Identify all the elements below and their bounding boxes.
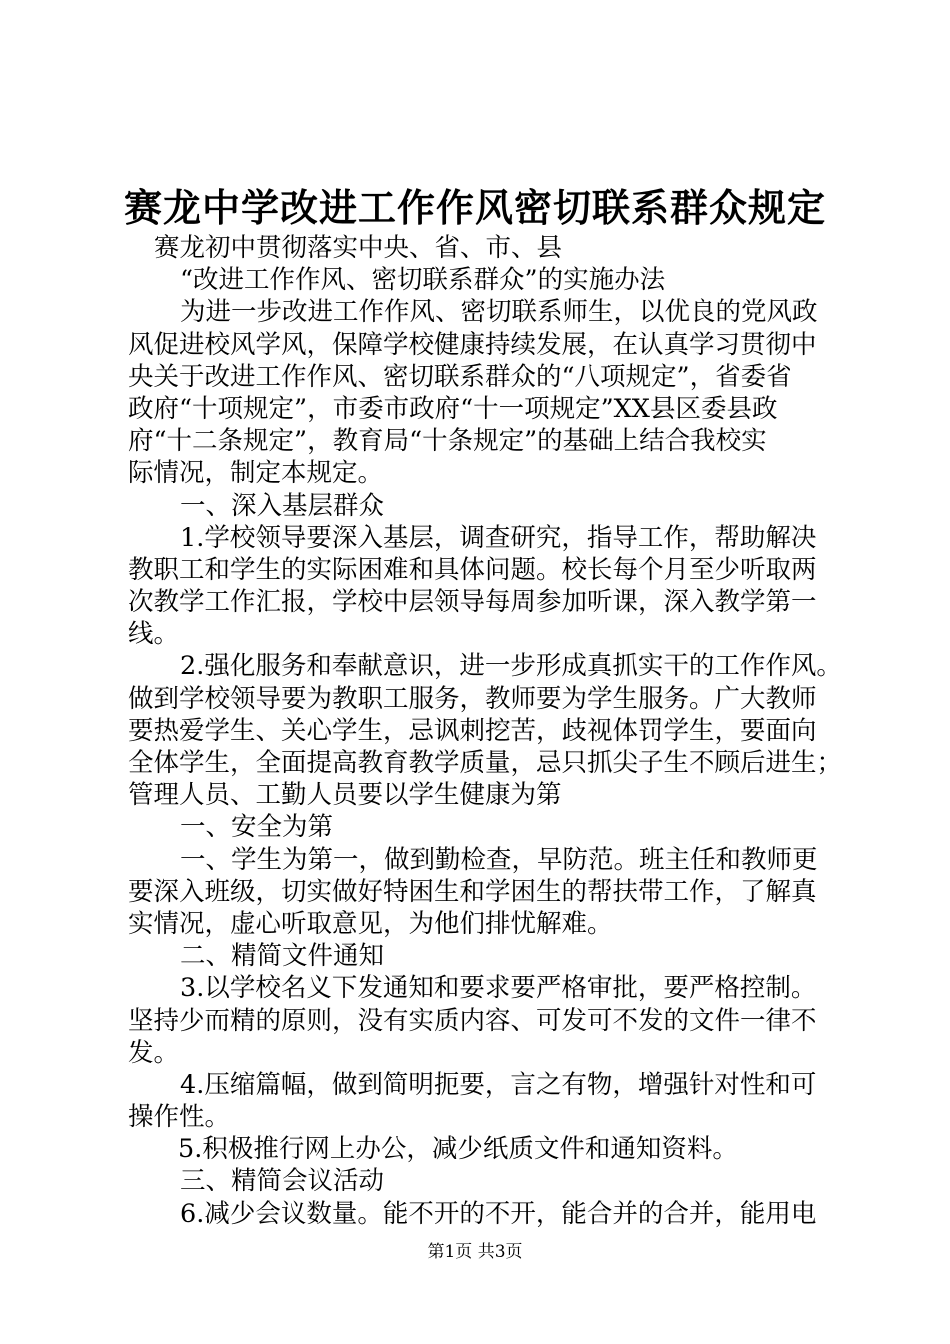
section-heading: 一、深入基层群众 <box>180 490 385 521</box>
paragraph-line: 4.压缩篇幅，做到简明扼要，言之有物，增强针对性和可 <box>180 1069 817 1100</box>
paragraph-line: 1.学校领导要深入基层，调查研究，指导工作，帮助解决 <box>180 522 817 553</box>
paragraph-line: 线。 <box>128 619 180 650</box>
paragraph-line: 际情况，制定本规定。 <box>128 458 384 489</box>
paragraph-line: 府“十二条规定”，教育局“十条规定”的基础上结合我校实 <box>128 426 767 457</box>
paragraph-line: 为进一步改进工作作风、密切联系师生，以优良的党风政 <box>180 297 818 328</box>
paragraph-line: 央关于改进工作作风、密切联系群众的“八项规定”，省委省 <box>128 361 792 392</box>
paragraph-line: 要深入班级，切实做好特困生和学困生的帮扶带工作，了解真 <box>128 876 817 907</box>
paragraph-line: 5.积极推行网上办公，减少纸质文件和通知资料。 <box>178 1134 738 1165</box>
paragraph-line: 操作性。 <box>128 1102 231 1133</box>
paragraph-line: 2.强化服务和奉献意识，进一步形成真抓实干的工作作风。 <box>180 651 842 682</box>
paragraph-line: 要热爱学生、关心学生，忌讽刺挖苦，歧视体罚学生，要面向 <box>128 715 817 746</box>
paragraph-line: 3.以学校名义下发通知和要求要严格审批，要严格控制。 <box>180 973 817 1004</box>
paragraph-line: 实情况，虚心听取意见，为他们排忧解难。 <box>128 908 613 939</box>
paragraph-line: 发。 <box>128 1037 180 1068</box>
paragraph-line: 做到学校领导要为教职工服务，教师要为学生服务。广大教师 <box>128 683 817 714</box>
subtitle-line: 赛龙初中贯彻落实中央、省、市、县 <box>154 233 563 263</box>
document-title: 赛龙中学改进工作作风密切联系群众规定 <box>123 185 826 230</box>
section-heading: 一、安全为第 <box>180 812 334 843</box>
paragraph-line: 教职工和学生的实际困难和具体问题。校长每个月至少听取两 <box>128 554 817 585</box>
paragraph-line: 一、学生为第一，做到勤检查，早防范。班主任和教师更 <box>180 844 818 875</box>
page-footer: 第1页 共3页 <box>427 1242 523 1262</box>
paragraph-line: 风促进校风学风，保障学校健康持续发展，在认真学习贯彻中 <box>128 329 817 360</box>
paragraph-line: 全体学生，全面提高教育教学质量，忌只抓尖子生不顾后进生； <box>128 748 843 778</box>
paragraph-line: 政府“十项规定”，市委市政府“十一项规定”XX县区委县政 <box>128 393 778 424</box>
section-heading: 二、精简文件通知 <box>180 941 385 972</box>
paragraph-line: 6.减少会议数量。能不开的不开，能合并的合并，能用电 <box>180 1198 817 1229</box>
document-body <box>128 232 843 1230</box>
subtitle-line: “改进工作作风、密切联系群众”的实施办法 <box>180 265 666 296</box>
paragraph-line: 管理人员、工勤人员要以学生健康为第 <box>128 780 562 811</box>
section-heading: 三、精简会议活动 <box>180 1166 385 1197</box>
paragraph-line: 坚持少而精的原则，没有实质内容、可发可不发的文件一律不 <box>128 1005 817 1036</box>
paragraph-line: 次教学工作汇报，学校中层领导每周参加听课，深入教学第一 <box>128 587 817 618</box>
